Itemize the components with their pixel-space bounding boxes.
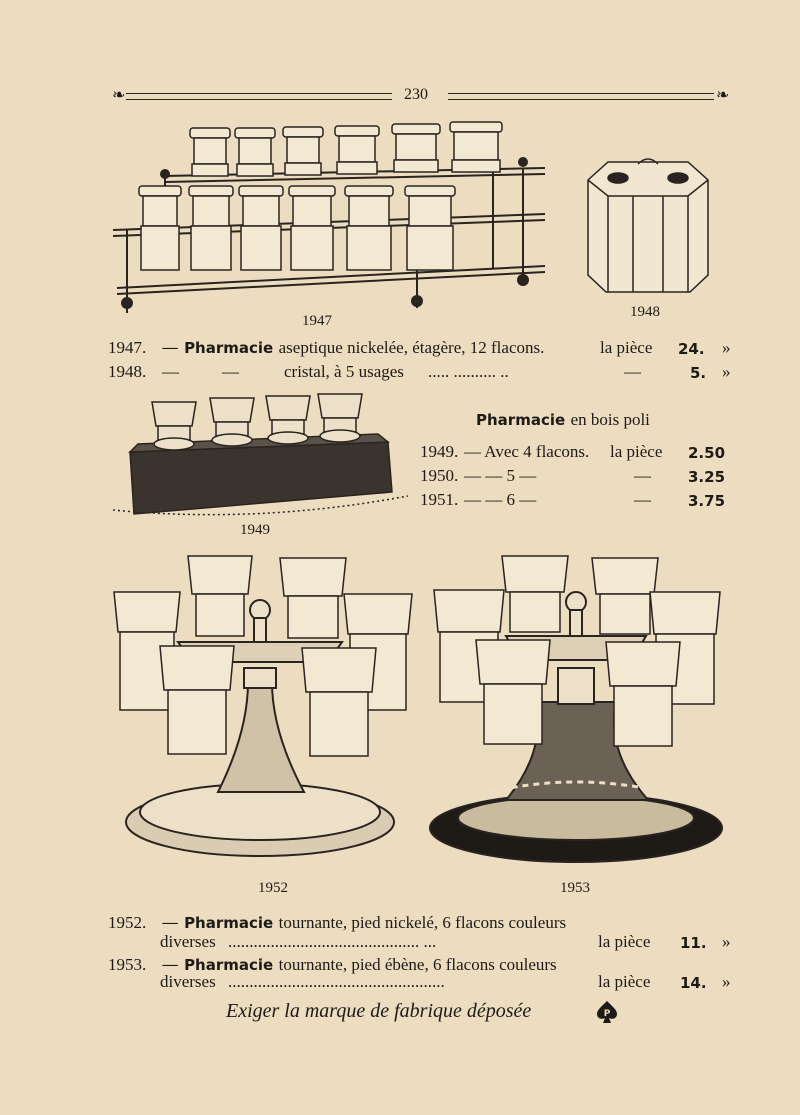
illustration-1948-crystal [578,150,718,295]
trademark-logo-letter: P [603,1009,611,1019]
item-1953-currency: » [722,972,731,991]
item-1947-line [108,338,544,358]
item-1952-line2: diverses [160,932,216,951]
item-1948-unit-ditto: — [624,362,641,381]
item-1953-name: Pharmacie [184,956,274,974]
caption-1952: 1952 [258,880,288,896]
bois-row-1950-text: — — 5 — [464,466,537,485]
bois-row-1949-unit: la pièce [610,442,663,461]
item-1953-unit: la pièce [598,972,651,991]
header-ornament-right: ❧ [716,85,730,104]
bois-row-1950-unit: — [634,466,651,485]
bois-row-1951-unit: — [634,490,651,509]
item-1948-description: cristal, à 5 usages [284,362,404,381]
header-ornament-left: ❧ [112,85,126,104]
item-1953-dots: ................................................... [228,972,445,991]
item-1947-number: 1947. [108,338,147,357]
item-1948-currency: » [722,362,731,381]
item-1952-line-1 [108,913,566,933]
item-1948-number: 1948. [108,362,147,381]
item-1948-price: 5. [690,364,707,382]
header-rule-left [126,93,392,100]
item-1947-name: Pharmacie [184,339,274,357]
caption-1949: 1949 [240,522,270,538]
bois-row-1950-price: 3.25 [688,468,726,486]
item-1952-currency: » [722,932,731,951]
header-rule-right [448,93,714,100]
item-1947-description: aseptique nickelée, étagère, 12 flacons. [278,338,545,357]
bois-heading-name: Pharmacie [476,411,566,429]
bois-row-1951-price: 3.75 [688,492,726,510]
item-1947-currency: » [722,338,731,357]
bois-row-1951-number: 1951. [420,490,459,509]
item-1947-dash: — [161,338,179,358]
item-1952-line1: tournante, pied nickelé, 6 flacons couleurs [278,913,567,932]
item-1952-price: 11. [680,934,707,952]
illustration-1953-revolving-ebony [426,552,728,868]
item-1953-line1: tournante, pied ébène, 6 flacons couleurs [278,955,557,974]
item-1952-name: Pharmacie [184,914,274,932]
caption-1947: 1947 [302,313,332,329]
item-1947-price: 24. [678,340,705,358]
item-1952-dash: — [161,913,179,933]
item-1953-number: 1953. [108,955,147,974]
item-1952-dots: ............................................. ... [228,932,437,951]
illustration-1949-wood-box [108,392,408,524]
trademark-logo-icon [596,1000,618,1024]
item-1947-unit: la pièce [600,338,653,357]
item-1953-line2: diverses [160,972,216,991]
illustration-1947-rack [105,118,555,323]
item-1953-price: 14. [680,974,707,992]
bois-row-1950-number: 1950. [420,466,459,485]
page-number: 230 [404,86,428,103]
caption-1953: 1953 [560,880,590,896]
illustration-1952-revolving-nickel [108,552,414,874]
item-1948-dots: ..... .......... .. [428,362,509,381]
item-1953-dash: — [161,955,179,975]
bois-heading-rest: en bois poli [570,410,650,429]
item-1948-ditto-2: — [222,362,239,381]
item-1952-number: 1952. [108,913,147,932]
bois-row-1949-price: 2.50 [688,444,726,462]
footer-text: Exiger la marque de fabrique déposée [226,1000,532,1022]
bois-row-1951-text: — — 6 — [464,490,537,509]
bois-heading [476,410,650,430]
item-1948-ditto-1: — [162,362,179,381]
bois-row-1949-text: — Avec 4 flacons. [464,442,590,461]
item-1952-unit: la pièce [598,932,651,951]
bois-row-1949-number: 1949. [420,442,459,461]
caption-1948: 1948 [630,304,660,320]
